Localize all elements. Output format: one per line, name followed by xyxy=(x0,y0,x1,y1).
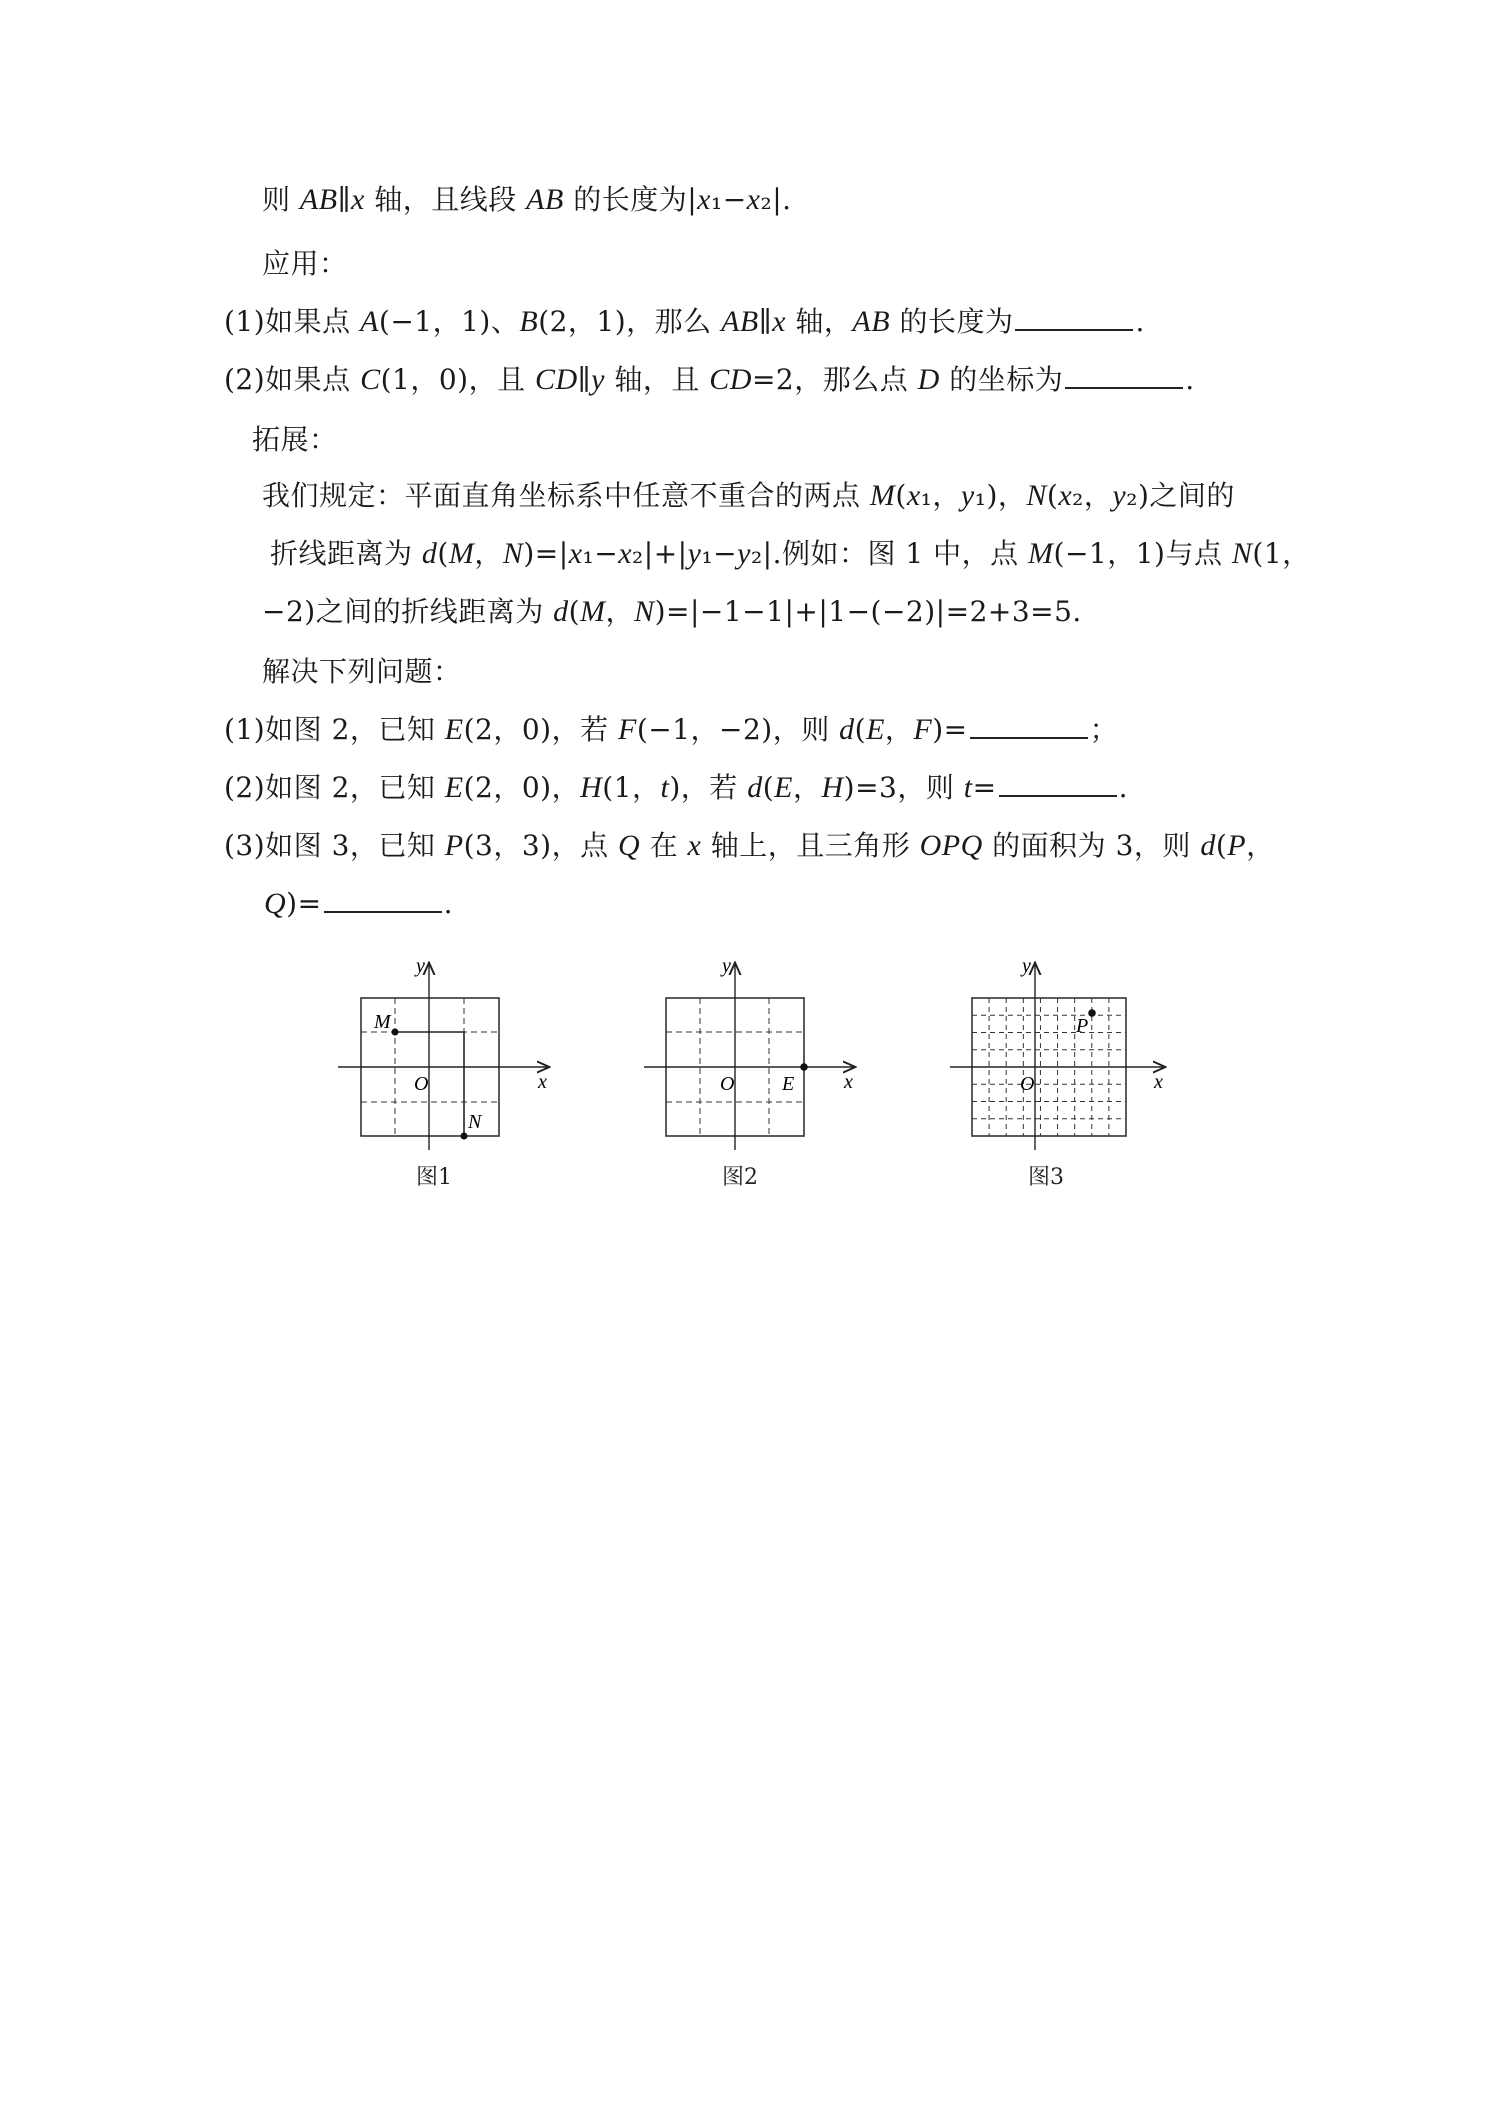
math-variable: H xyxy=(821,771,844,804)
math-variable: E xyxy=(444,713,464,746)
fig1-point-m-label: M xyxy=(374,1011,391,1033)
math-variable: x xyxy=(351,183,365,216)
answer-blank xyxy=(1065,361,1183,389)
fig3-x-label: x xyxy=(1154,1071,1163,1093)
math-variable: E xyxy=(866,713,885,746)
text-segment: 应用： xyxy=(262,247,348,280)
math-variable: y xyxy=(687,537,702,570)
text-segment: (−1，1)、 xyxy=(378,305,520,338)
text-segment: = xyxy=(972,771,997,804)
math-variable: x xyxy=(772,305,786,338)
figure-1-caption: 图1 xyxy=(416,1165,452,1190)
math-variable: AB xyxy=(852,305,891,338)
math-variable: D xyxy=(917,363,940,396)
text-segment: 轴上，且三角形 xyxy=(701,829,920,862)
math-variable: d xyxy=(839,713,855,746)
answer-blank xyxy=(999,769,1117,797)
fig3-origin-label: O xyxy=(1020,1073,1035,1095)
math-variable: F xyxy=(913,713,933,746)
text-segment: ， xyxy=(792,771,822,804)
text-segment: (2)如图 2，已知 xyxy=(224,771,445,804)
math-variable: Q xyxy=(618,829,641,862)
text-segment: (2)如果点 xyxy=(224,363,361,396)
math-variable: AB xyxy=(721,305,759,338)
math-variable: P xyxy=(444,829,464,862)
text-line xyxy=(262,244,348,284)
math-variable: H xyxy=(580,771,603,804)
text-segment: (2，1)，那么 xyxy=(538,305,722,338)
math-variable: d xyxy=(421,537,438,570)
text-segment: )，若 xyxy=(669,771,748,804)
text-segment: ， xyxy=(884,713,914,746)
text-segment: (1，0)，且 xyxy=(380,363,535,396)
text-segment: ₂， xyxy=(1072,479,1113,512)
math-variable: x xyxy=(1058,479,1073,512)
fig2-y-label: y xyxy=(722,955,731,977)
text-segment: ( xyxy=(895,479,907,512)
text-line xyxy=(224,768,1128,808)
text-segment: 的面积为 3，则 xyxy=(982,829,1201,862)
text-segment: ( xyxy=(1215,829,1228,862)
text-line xyxy=(262,652,462,692)
text-segment: ， xyxy=(1246,829,1275,862)
math-variable: M xyxy=(580,595,606,628)
math-variable: M xyxy=(1028,537,1054,570)
text-segment: ₂|. xyxy=(760,183,792,216)
text-line xyxy=(264,884,453,924)
math-variable: t xyxy=(963,771,973,804)
text-segment: ∥ xyxy=(577,363,592,396)
text-line xyxy=(252,420,338,460)
text-segment: ∥ xyxy=(337,183,351,216)
math-variable: E xyxy=(444,771,464,804)
text-line xyxy=(224,710,1118,750)
math-variable: x xyxy=(746,183,761,216)
math-variable: x xyxy=(618,537,633,570)
text-segment: ₁)， xyxy=(974,479,1027,512)
text-segment: 轴，且 xyxy=(604,363,710,396)
figure-3 xyxy=(942,950,1182,1170)
text-segment: ( xyxy=(437,537,449,570)
math-variable: y xyxy=(960,479,975,512)
math-variable: N xyxy=(1231,537,1253,570)
text-segment: 在 xyxy=(640,829,688,862)
fig1-point-n-label: N xyxy=(468,1111,482,1133)
text-segment: ₁− xyxy=(710,183,747,216)
text-segment: ， xyxy=(605,595,635,628)
answer-blank xyxy=(324,885,442,913)
math-variable: N xyxy=(1026,479,1047,512)
math-variable: OPQ xyxy=(919,829,983,862)
math-variable: F xyxy=(618,713,637,746)
text-segment: (1， xyxy=(1252,537,1311,570)
text-segment: −2)之间的折线距离为 xyxy=(262,595,554,628)
text-segment: ( xyxy=(762,771,775,804)
math-variable: CD xyxy=(534,363,578,396)
math-variable: AB xyxy=(299,183,338,216)
text-segment: 轴，且线段 xyxy=(364,183,527,216)
fig2-point-e-label: E xyxy=(782,1073,795,1095)
text-segment: ( xyxy=(1046,479,1059,512)
fig2-origin-label: O xyxy=(720,1073,735,1095)
text-segment: ∥ xyxy=(758,305,773,338)
text-segment: ， xyxy=(474,537,503,570)
text-segment: 轴， xyxy=(786,305,853,338)
text-segment: . xyxy=(1135,305,1145,338)
text-segment: (2，0)， xyxy=(463,771,581,804)
text-segment: ₂|.例如：图 1 中，点 xyxy=(750,537,1029,570)
answer-blank xyxy=(970,711,1088,739)
figure-2-caption: 图2 xyxy=(722,1165,758,1190)
math-variable: Q xyxy=(264,887,287,920)
figure-1 xyxy=(330,950,570,1170)
math-variable: d xyxy=(747,771,763,804)
text-segment: 解决下列问题： xyxy=(262,655,462,688)
text-line xyxy=(262,592,1082,632)
text-segment: )=3，则 xyxy=(843,771,964,804)
math-variable: N xyxy=(502,537,524,570)
fig2-x-label: x xyxy=(844,1071,853,1093)
text-segment: ( xyxy=(568,595,581,628)
math-variable: M xyxy=(448,537,475,570)
text-segment: ₁− xyxy=(701,537,738,570)
text-segment: (3)如图 3，已知 xyxy=(224,829,445,862)
math-variable: C xyxy=(360,363,381,396)
text-line xyxy=(262,180,792,220)
text-segment: (−1，1)与点 xyxy=(1053,537,1232,570)
text-segment: ； xyxy=(1089,713,1119,746)
text-line xyxy=(224,360,1195,400)
text-segment: (−1，−2)，则 xyxy=(636,713,840,746)
math-variable: B xyxy=(519,305,539,338)
text-line xyxy=(270,534,1311,574)
fig3-point-p-label: P xyxy=(1076,1015,1089,1037)
text-segment: ₁， xyxy=(920,479,961,512)
text-segment: )= xyxy=(286,887,322,920)
fig1-x-label: x xyxy=(538,1071,547,1093)
fig1-origin-label: O xyxy=(414,1073,429,1095)
text-line xyxy=(262,476,1235,516)
math-variable: x xyxy=(568,537,583,570)
math-variable: CD xyxy=(709,363,752,396)
text-segment: 折线距离为 xyxy=(270,537,422,570)
text-segment: (1， xyxy=(602,771,661,804)
text-line xyxy=(224,826,1275,866)
text-segment: ₁− xyxy=(582,537,619,570)
text-segment: )=| xyxy=(523,537,569,570)
figure-2 xyxy=(636,950,876,1170)
math-variable: x xyxy=(697,183,711,216)
text-segment: )= xyxy=(932,713,968,746)
text-segment: ₂)之间的 xyxy=(1126,479,1235,512)
math-variable: P xyxy=(1227,829,1247,862)
math-variable: N xyxy=(634,595,655,628)
fig3-y-label: y xyxy=(1022,955,1031,977)
math-variable: d xyxy=(553,595,569,628)
text-segment: 的长度为| xyxy=(563,183,698,216)
text-segment: 则 xyxy=(262,183,300,216)
math-variable: y xyxy=(1112,479,1127,512)
math-variable: x xyxy=(687,829,702,862)
text-line xyxy=(224,302,1145,342)
text-segment: (2，0)，若 xyxy=(463,713,618,746)
figures-row xyxy=(0,950,1488,1190)
answer-blank xyxy=(1015,303,1133,331)
math-variable: y xyxy=(737,537,751,570)
math-variable: A xyxy=(360,305,379,338)
text-segment: 的坐标为 xyxy=(939,363,1064,396)
math-variable: AB xyxy=(526,183,564,216)
text-segment: (3，3)，点 xyxy=(463,829,618,862)
text-segment: =2，那么点 xyxy=(751,363,918,396)
fig1-y-label: y xyxy=(416,955,425,977)
text-segment: ( xyxy=(854,713,867,746)
math-variable: E xyxy=(774,771,793,804)
figure-3-caption: 图3 xyxy=(1028,1165,1064,1190)
text-segment: 我们规定：平面直角坐标系中任意不重合的两点 xyxy=(262,479,870,512)
math-variable: M xyxy=(869,479,896,512)
math-variable: d xyxy=(1200,829,1216,862)
math-variable: x xyxy=(906,479,921,512)
text-segment: . xyxy=(443,887,453,920)
math-variable: t xyxy=(660,771,670,804)
text-segment: . xyxy=(1185,363,1195,396)
text-segment: )=|−1−1|+|1−(−2)|=2+3=5. xyxy=(654,595,1082,628)
math-variable: y xyxy=(591,363,605,396)
text-segment: 拓展： xyxy=(252,423,338,456)
text-segment: ₂|+| xyxy=(632,537,688,570)
text-segment: . xyxy=(1118,771,1128,804)
text-segment: (1)如果点 xyxy=(224,305,361,338)
text-segment: 的长度为 xyxy=(890,305,1014,338)
text-segment: (1)如图 2，已知 xyxy=(224,713,445,746)
